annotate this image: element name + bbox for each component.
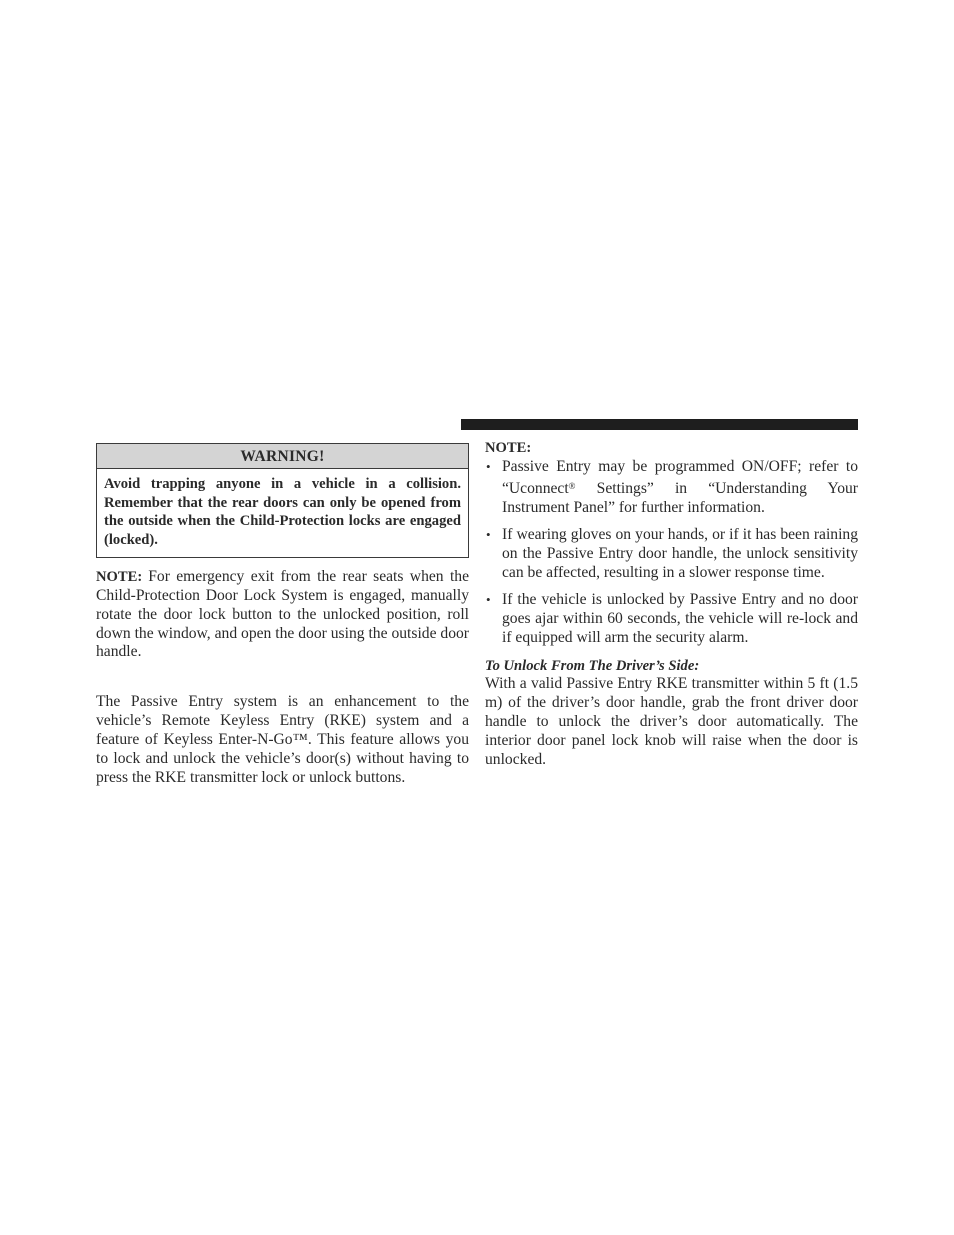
unlock-driver-side-text: With a valid Passive Entry RKE transmitter within 5 ft (1.5 m) of the driver’s door handle, grab the front driver door handle to unlock the driver’s door automatically. The interior door panel lock knob will raise when the door is unlocked. <box>485 675 858 769</box>
note-bullet-list <box>485 458 858 648</box>
left-column <box>96 443 469 788</box>
registered-mark: ® <box>568 480 576 491</box>
note-label: NOTE: <box>96 568 143 585</box>
note-text: For emergency exit from the rear seats when the Child-Protection Door Lock System is engaged, manually rotate the door lock button to the unlocked position, roll down the window, and open the door using the outside door handle. <box>96 567 469 661</box>
list-item: • If the vehicle is unlocked by Passive Entry and no door goes ajar within 60 seconds, the vehicle will re-lock and if equipped will arm the security alarm. <box>486 591 858 647</box>
list-item: • If wearing gloves on your hands, or if it has been raining on the Passive Entry door handle, the unlock sensitivity can be affected, resulting in a slower response time. <box>486 526 858 581</box>
note-heading: NOTE: <box>485 440 532 456</box>
passive-entry-intro: The Passive Entry system is an enhancement to the vehicle’s Remote Keyless Entry (RKE) system and a feature of Keyless Enter-N-Go™. This feature allows you to lock and unlock the vehicle’s door(s) without having to press the RKE transmitter lock or unlock buttons. <box>96 693 469 786</box>
bullet-icon: • <box>486 527 491 543</box>
child-lock-note <box>96 568 469 663</box>
right-column <box>485 439 858 770</box>
unlock-driver-side-heading: To Unlock From The Driver’s Side: <box>485 657 700 674</box>
bullet-icon: • <box>486 458 491 474</box>
warning-title: WARNING! <box>97 444 468 469</box>
section-header-bar <box>461 419 858 430</box>
warning-text: Avoid trapping anyone in a vehicle in a collision. Remember that the rear doors can only be opened from the outside when the Child-Protection locks are engaged (locked). <box>104 476 461 549</box>
list-item: • Passive Entry may be programmed ON/OFF; refer to “Uconnect® Settings” in “Understanding Your Instrument Panel” for further information. <box>486 457 858 516</box>
warning-box <box>96 443 469 558</box>
bullet-icon: • <box>486 592 491 608</box>
